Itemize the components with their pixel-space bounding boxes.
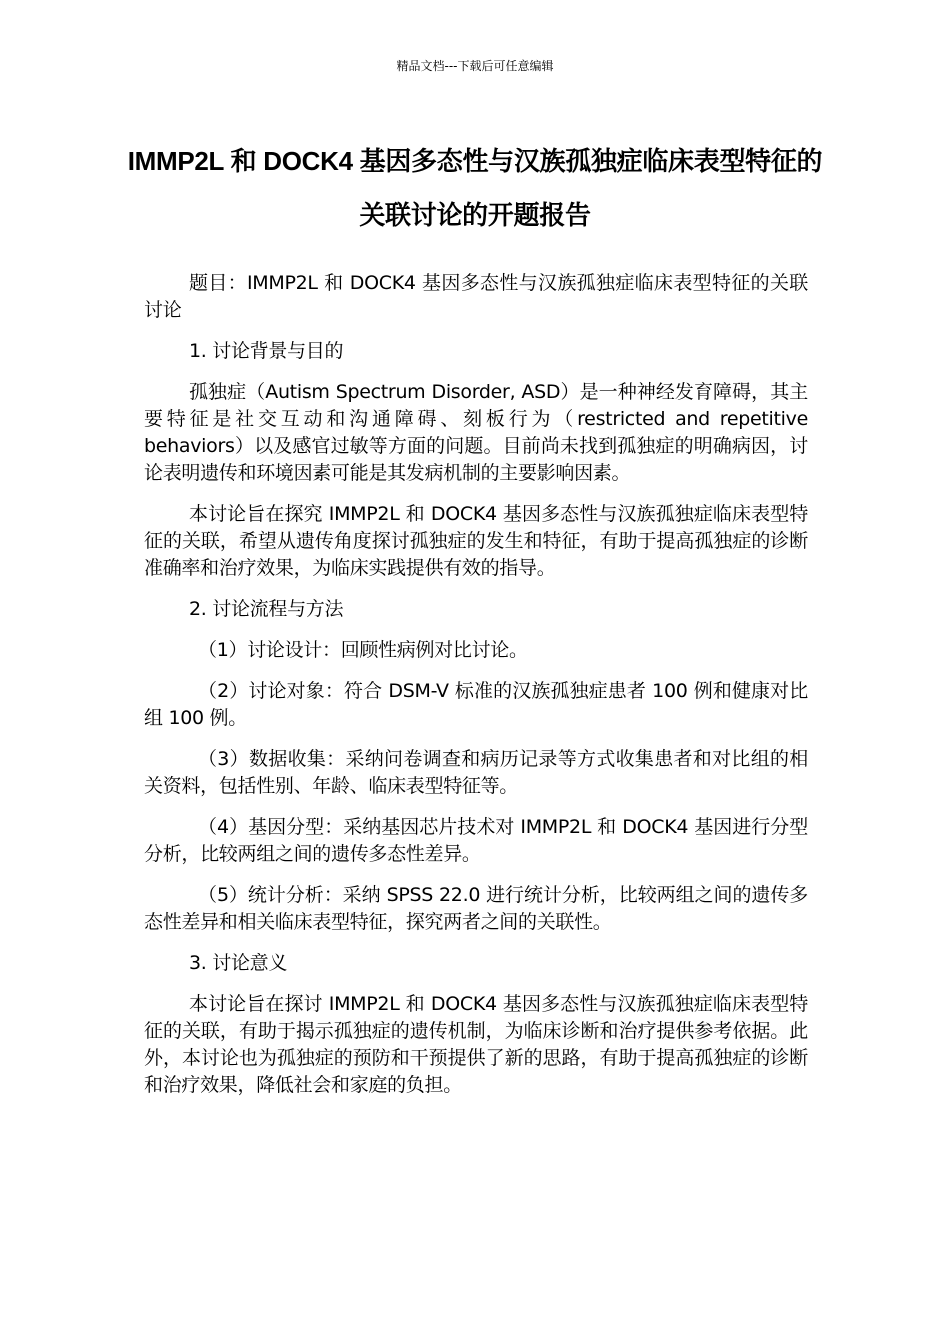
significance-paragraph: 本讨论旨在探讨 IMMP2L 和 DOCK4 基因多态性与汉族孤独症临床表型特征的关联，有助于揭示孤独症的遗传机制，为临床诊断和治疗提供参考依据。此外，本讨论也为孤独症的预防和干预提供了新的思路，有助于提高孤独症的诊断和治疗效果，降低社会和家庭的负担。 <box>144 993 808 1096</box>
purpose-paragraph: 本讨论旨在探究 IMMP2L 和 DOCK4 基因多态性与汉族孤独症临床表型特征的关联，希望从遗传角度探讨孤独症的发生和特征，有助于提高孤独症的诊断准确率和治疗效果，为临床实践提供有效的指导。 <box>144 503 808 579</box>
method-item-subjects: （2）讨论对象：符合 DSM-V 标准的汉族孤独症患者 100 例和健康对比组 100 例。 <box>144 680 808 729</box>
method-item-design: （1）讨论设计：回顾性病例对比讨论。 <box>198 639 528 661</box>
background-paragraph: 孤独症（Autism Spectrum Disorder, ASD）是一种神经发育障碍，其主要特征是社交互动和沟通障碍、刻板行为（restricted and repetitive behaviors）以及感官过敏等方面的问题。目前尚未找到孤独症的明确病因，讨论表明遗传和环境因素可能是其发病机制的主要影响因素。 <box>144 381 808 484</box>
method-item-data-collection: （3）数据收集：采纳问卷调查和病历记录等方式收集患者和对比组的相关资料，包括性别、年龄、临床表型特征等。 <box>144 748 808 797</box>
subject-paragraph: 题目：IMMP2L 和 DOCK4 基因多态性与汉族孤独症临床表型特征的关联讨论 <box>144 272 808 321</box>
header-note: 精品文档---下载后可任意编辑 <box>396 59 554 73</box>
document-title: IMMP2L 和 DOCK4 基因多态性与汉族孤独症临床表型特征的关联讨论的开题报告 <box>127 146 823 230</box>
section-heading-background: 1. 讨论背景与目的 <box>189 340 344 362</box>
section-heading-significance: 3. 讨论意义 <box>189 952 288 974</box>
method-item-genotyping: （4）基因分型：采纳基因芯片技术对 IMMP2L 和 DOCK4 基因进行分型分析，比较两组之间的遗传多态性差异。 <box>144 816 808 865</box>
section-heading-methods: 2. 讨论流程与方法 <box>189 598 344 620</box>
method-item-statistics: （5）统计分析：采纳 SPSS 22.0 进行统计分析，比较两组之间的遗传多态性差异和相关临床表型特征，探究两者之间的关联性。 <box>144 884 808 933</box>
document-body <box>144 270 808 1113</box>
